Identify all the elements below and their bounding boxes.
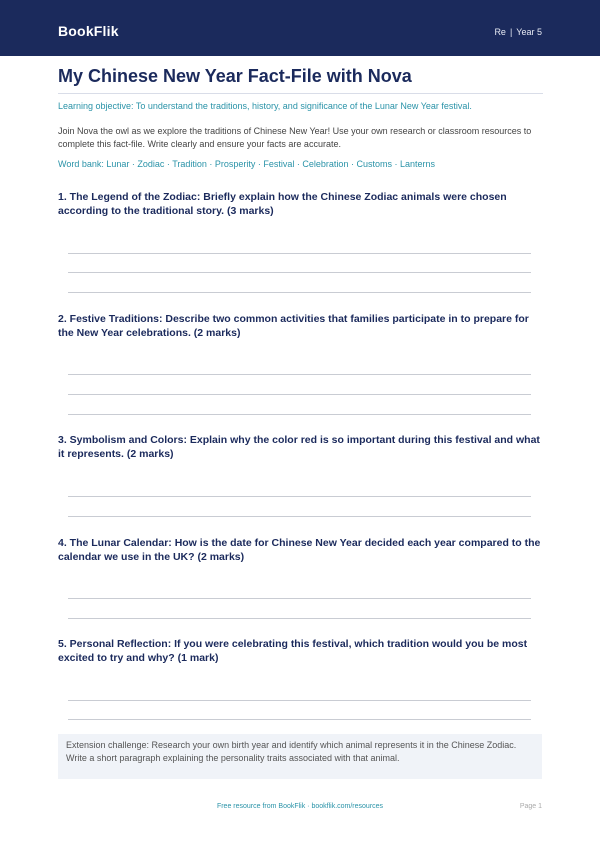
extension-challenge-text: Extension challenge: Research your own birth year and identify which animal represents it in the Chinese Zodiac. Write a short paragraph explaining the personality traits associated with that animal. — [66, 740, 517, 763]
answer-line[interactable] — [68, 394, 531, 395]
question-4: 4. The Lunar Calendar: How is the date for Chinese New Year decided each year compared to the calendar we use in the UK? (2 marks) — [58, 537, 541, 563]
answer-line[interactable] — [68, 700, 531, 701]
word-bank: Word bank: Lunar · Zodiac · Tradition · Prosperity · Festival · Celebration · Customs · Lanterns — [58, 159, 435, 169]
intro-paragraph: Join Nova the owl as we explore the traditions of Chinese New Year! Use your own research or classroom resources to complete this fact-file. Write clearly and ensure your facts are accurate. — [58, 126, 532, 149]
page-title: My Chinese New Year Fact-File with Nova — [58, 66, 412, 86]
year-label: Year 5 — [516, 27, 542, 37]
question-5: 5. Personal Reflection: If you were celebrating this festival, which tradition would you be most excited to try and why? (1 mark) — [58, 638, 528, 664]
answer-line[interactable] — [68, 374, 531, 375]
subject-label: Re — [494, 27, 506, 37]
meta-separator: | — [509, 27, 513, 37]
answer-line[interactable] — [68, 618, 531, 619]
footer-link[interactable]: Free resource from BookFlik · bookflik.com/resources — [216, 803, 384, 810]
extension-challenge-box — [58, 734, 542, 779]
answer-line[interactable] — [68, 516, 531, 517]
answer-line[interactable] — [68, 598, 531, 599]
answer-line[interactable] — [68, 292, 531, 293]
answer-line[interactable] — [68, 719, 531, 720]
answer-line[interactable] — [68, 414, 531, 415]
page-number: Page 1 — [519, 803, 542, 810]
header-meta — [494, 27, 542, 37]
question-1: 1. The Legend of the Zodiac: Briefly explain how the Chinese Zodiac animals were chosen according to the traditional story. (3 marks) — [58, 191, 507, 217]
brand-logo-text: BookFlik — [58, 23, 119, 39]
question-2: 2. Festive Traditions: Describe two common activities that families participate in to prepare for the New Year celebrations. (2 marks) — [58, 313, 529, 339]
answer-line[interactable] — [68, 272, 531, 273]
learning-objective: Learning objective: To understand the traditions, history, and significance of the Lunar New Year festival. — [58, 101, 472, 111]
question-3: 3. Symbolism and Colors: Explain why the color red is so important during this festival and what it represents. (2 marks) — [58, 434, 540, 460]
answer-line[interactable] — [68, 253, 531, 254]
title-divider — [58, 93, 543, 94]
answer-line[interactable] — [68, 496, 531, 497]
header-bar — [0, 0, 600, 56]
